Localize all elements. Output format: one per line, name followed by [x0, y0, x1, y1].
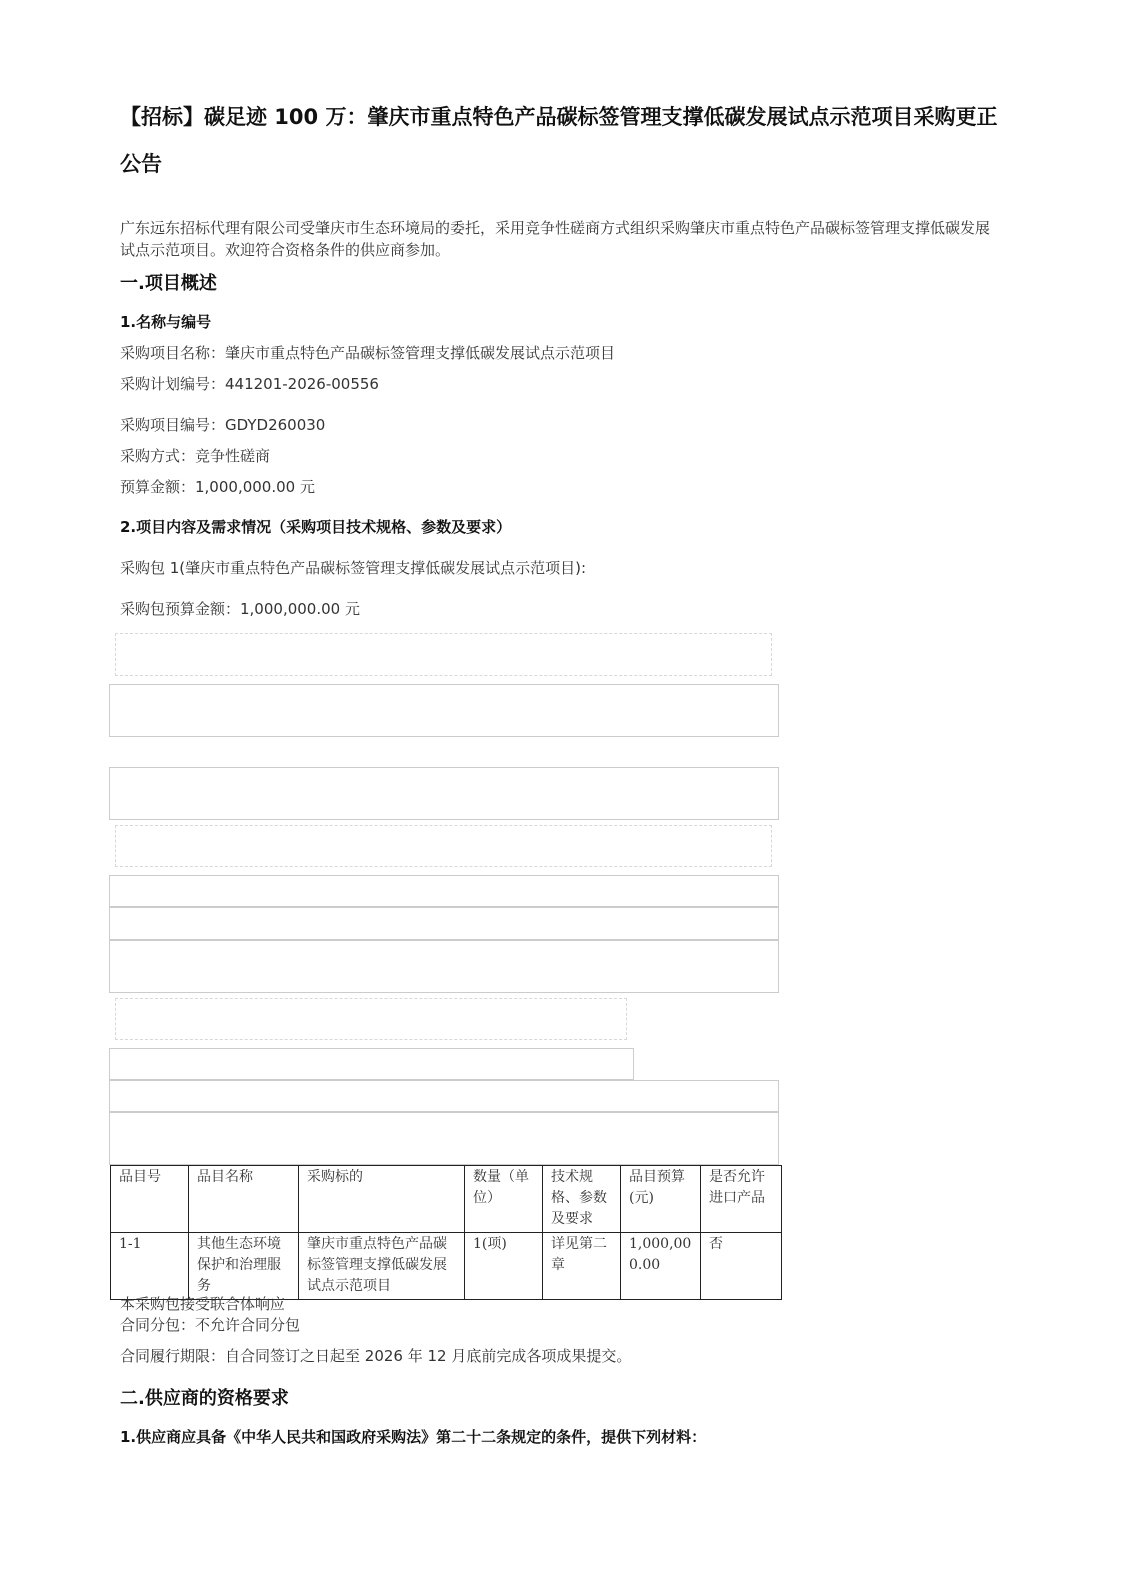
placeholder-block — [109, 684, 779, 737]
package-budget-line: 采购包预算金额：1,000,000.00 元 — [120, 600, 360, 618]
table-header-cell: 是否允许进口产品 — [701, 1166, 782, 1233]
table-header-cell: 技术规格、参数及要求 — [543, 1166, 621, 1233]
table-header-cell: 品目名称 — [189, 1166, 299, 1233]
table-cell: 1(项) — [465, 1233, 543, 1300]
subheading-qualification-materials: 1.供应商应具备《中华人民共和国政府采购法》第二十二条规定的条件，提供下列材料： — [120, 1428, 707, 1446]
project-name-line: 采购项目名称：肇庆市重点特色产品碳标签管理支撑低碳发展试点示范项目 — [120, 344, 616, 362]
budget-line: 预算金额：1,000,000.00 元 — [120, 478, 315, 496]
table-cell: 1-1 — [111, 1233, 189, 1300]
table-header-cell: 品目号 — [111, 1166, 189, 1233]
table-cell: 1,000,000.00 — [621, 1233, 701, 1300]
section-heading-overview: 一.项目概述 — [120, 273, 217, 294]
placeholder-block — [115, 998, 627, 1040]
placeholder-block — [109, 907, 779, 940]
page-title: 【招标】碳足迹 100 万：肇庆市重点特色产品碳标签管理支撑低碳发展试点示范项目采购更正公告 — [120, 105, 998, 176]
placeholder-block — [109, 767, 779, 820]
table-cell: 否 — [701, 1233, 782, 1300]
table-cell: 肇庆市重点特色产品碳标签管理支撑低碳发展试点示范项目 — [299, 1233, 465, 1300]
placeholder-block — [109, 875, 779, 907]
subheading-name-number: 1.名称与编号 — [120, 313, 212, 331]
subcontract-line: 合同分包：不允许合同分包 — [120, 1316, 301, 1334]
project-number-line: 采购项目编号：GDYD260030 — [120, 416, 326, 434]
placeholder-block — [109, 940, 779, 993]
contract-term-line: 合同履行期限：自合同签订之日起至 2026 年 12 月底前完成各项成果提交。 — [120, 1347, 632, 1365]
table-header-row — [111, 1166, 782, 1233]
table-header-cell: 采购标的 — [299, 1166, 465, 1233]
placeholder-block — [109, 1080, 779, 1112]
placeholder-block — [115, 825, 772, 867]
intro-paragraph: 广东远东招标代理有限公司受肇庆市生态环境局的委托，采用竞争性磋商方式组织采购肇庆市重点特色产品碳标签管理支撑低碳发展试点示范项目。欢迎符合资格条件的供应商参加。 — [120, 219, 991, 259]
placeholder-block — [115, 633, 772, 676]
table-header-cell: 品目预算(元) — [621, 1166, 701, 1233]
subheading-requirements: 2.项目内容及需求情况（采购项目技术规格、参数及要求） — [120, 518, 512, 536]
table-cell: 其他生态环境保护和治理服务 — [189, 1233, 299, 1300]
items-table — [110, 1165, 782, 1300]
placeholder-block — [109, 1112, 779, 1165]
package-line: 采购包 1(肇庆市重点特色产品碳标签管理支撑低碳发展试点示范项目): — [120, 559, 587, 577]
plan-number-line: 采购计划编号：441201-2026-00556 — [120, 375, 379, 393]
consortium-line: 本采购包接受联合体响应 — [120, 1295, 286, 1313]
placeholder-block — [109, 1048, 634, 1080]
table-row — [111, 1233, 782, 1300]
method-line: 采购方式：竞争性磋商 — [120, 447, 271, 465]
section-heading-qualifications: 二.供应商的资格要求 — [120, 1388, 289, 1409]
table-cell: 详见第二章 — [543, 1233, 621, 1300]
table-header-cell: 数量（单位） — [465, 1166, 543, 1233]
